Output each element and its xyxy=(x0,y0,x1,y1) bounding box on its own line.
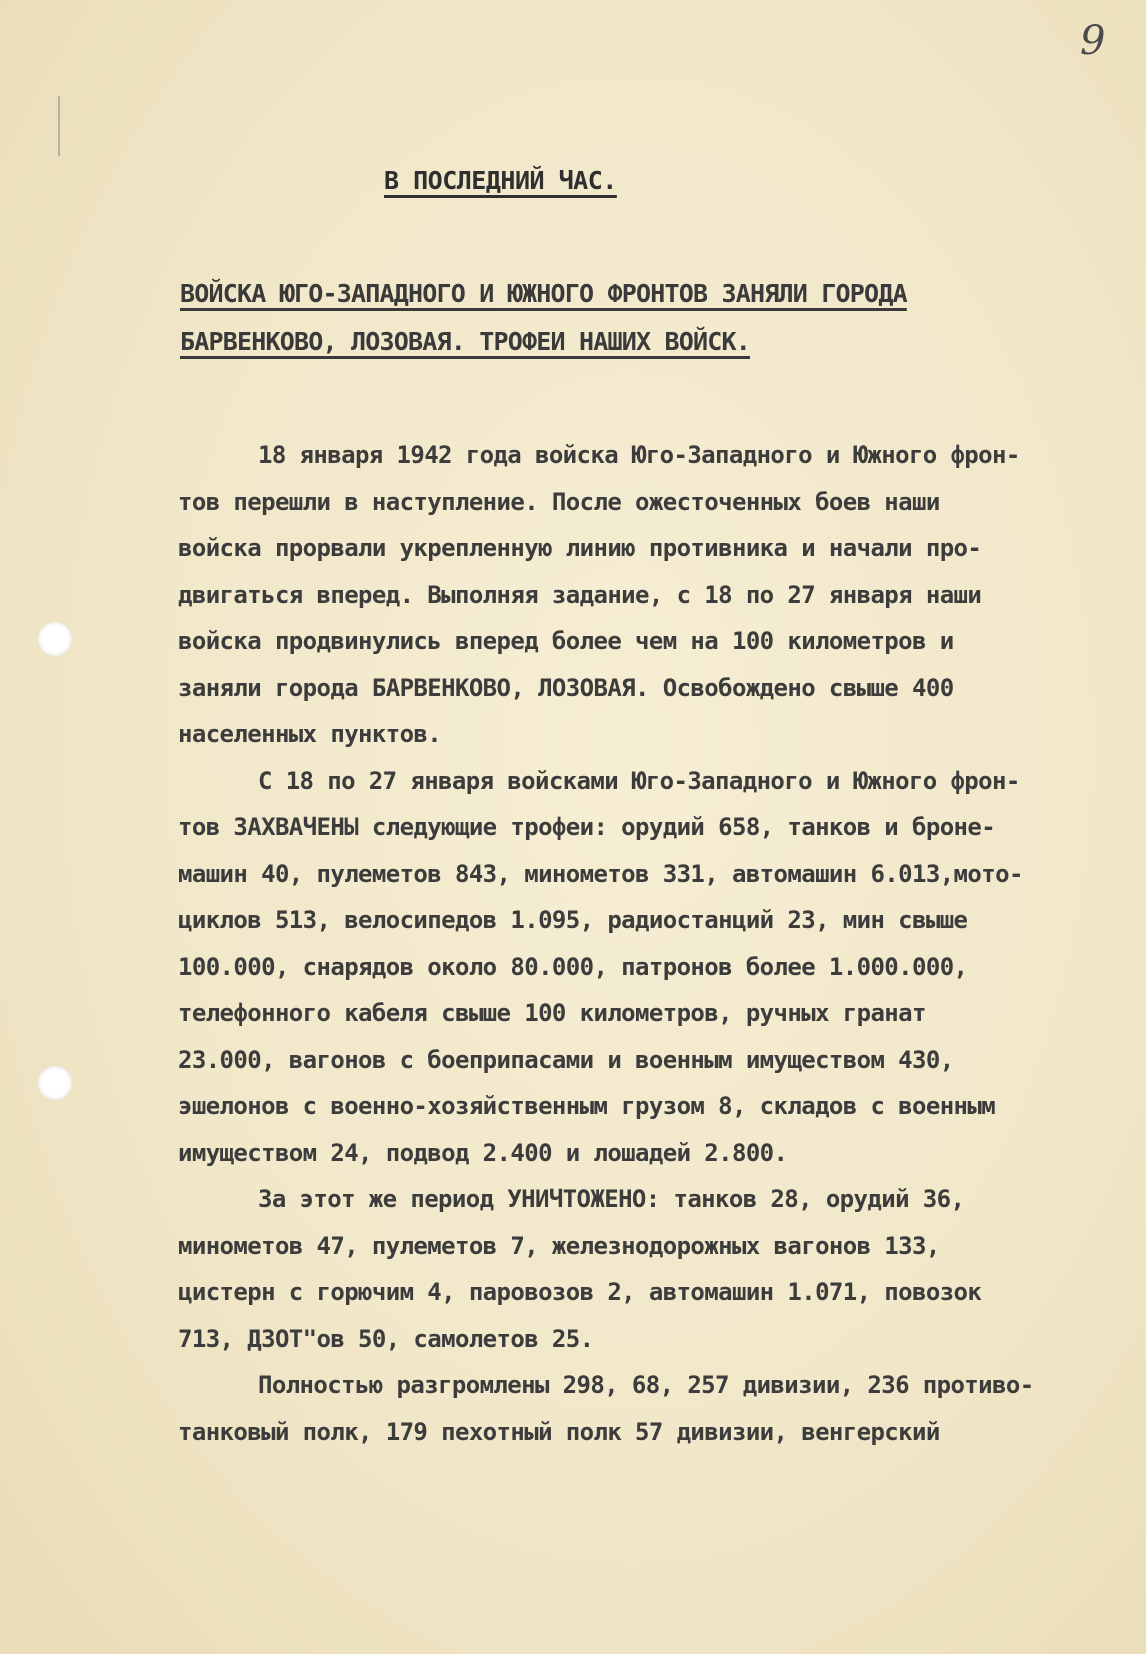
text-line: циклов 513, велосипедов 1.095, радиостанций 23, мин свыше xyxy=(178,906,968,934)
text-line: эшелонов с военно-хозяйственным грузом 8, складов с военным xyxy=(178,1092,996,1120)
text-line: танковый полк, 179 пехотный полк 57 дивизии, венгерский xyxy=(178,1417,940,1446)
subheading-line: ВОЙСКА ЮГО-ЗАПАДНОГО И ЮЖНОГО ФРОНТОВ ЗАНЯЛИ ГОРОДА xyxy=(180,279,907,308)
document-heading: В ПОСЛЕДНИЙ ЧАС. xyxy=(384,166,617,195)
text-line: заняли города БАРВЕНКОВО, ЛОЗОВАЯ. Освобождено свыше 400 xyxy=(178,673,954,702)
text-line: войска продвинулись вперед более чем на 100 километров и xyxy=(178,627,954,655)
document-subheading xyxy=(180,270,1040,366)
text-line: 713, ДЗОТ"ов 50, самолетов 25. xyxy=(178,1324,594,1353)
text-line: телефонного кабеля свыше 100 километров, ручных гранат xyxy=(178,999,926,1027)
text-line: войска прорвали укрепленную линию противника и начали про- xyxy=(178,534,982,562)
punch-hole xyxy=(38,622,72,656)
pencil-mark xyxy=(58,96,60,156)
text-line: тов ЗАХВАЧЕНЫ следующие трофеи: орудий 658, танков и броне- xyxy=(178,813,996,841)
text-line: тов перешли в наступление. После ожесточенных боев наши xyxy=(178,487,940,516)
text-line: минометов 47, пулеметов 7, железнодорожных вагонов 133, xyxy=(178,1231,940,1260)
page-number: 9 xyxy=(1080,18,1106,64)
text-line: 18 января 1942 года войска Юго-Западного и Южного фрон- xyxy=(258,441,1020,469)
document-body xyxy=(178,432,1118,1455)
text-line: машин 40, пулеметов 843, минометов 331, автомашин 6.013,мото- xyxy=(178,859,1023,888)
text-line: 23.000, вагонов с боеприпасами и военным имуществом 430, xyxy=(178,1045,954,1074)
text-line: Полностью разгромлены 298, 68, 257 дивизии, 236 противо- xyxy=(258,1371,1034,1399)
text-line: 100.000, снарядов около 80.000, патронов более 1.000.000, xyxy=(178,952,968,981)
text-line: имуществом 24, подвод 2.400 и лошадей 2.800. xyxy=(178,1138,788,1167)
text-line: За этот же период УНИЧТОЖЕНО: танков 28, орудий 36, xyxy=(258,1185,965,1213)
text-line: населенных пунктов. xyxy=(178,720,442,748)
text-line: двигаться вперед. Выполняя задание, с 18 по 27 января наши xyxy=(178,580,982,609)
subheading-line: БАРВЕНКОВО, ЛОЗОВАЯ. ТРОФЕИ НАШИХ ВОЙСК. xyxy=(180,327,751,356)
text-line: цистерн с горючим 4, паровозов 2, автомашин 1.071, повозок xyxy=(178,1278,982,1306)
punch-hole xyxy=(38,1066,72,1100)
text-line: С 18 по 27 января войсками Юго-Западного и Южного фрон- xyxy=(258,766,1020,795)
